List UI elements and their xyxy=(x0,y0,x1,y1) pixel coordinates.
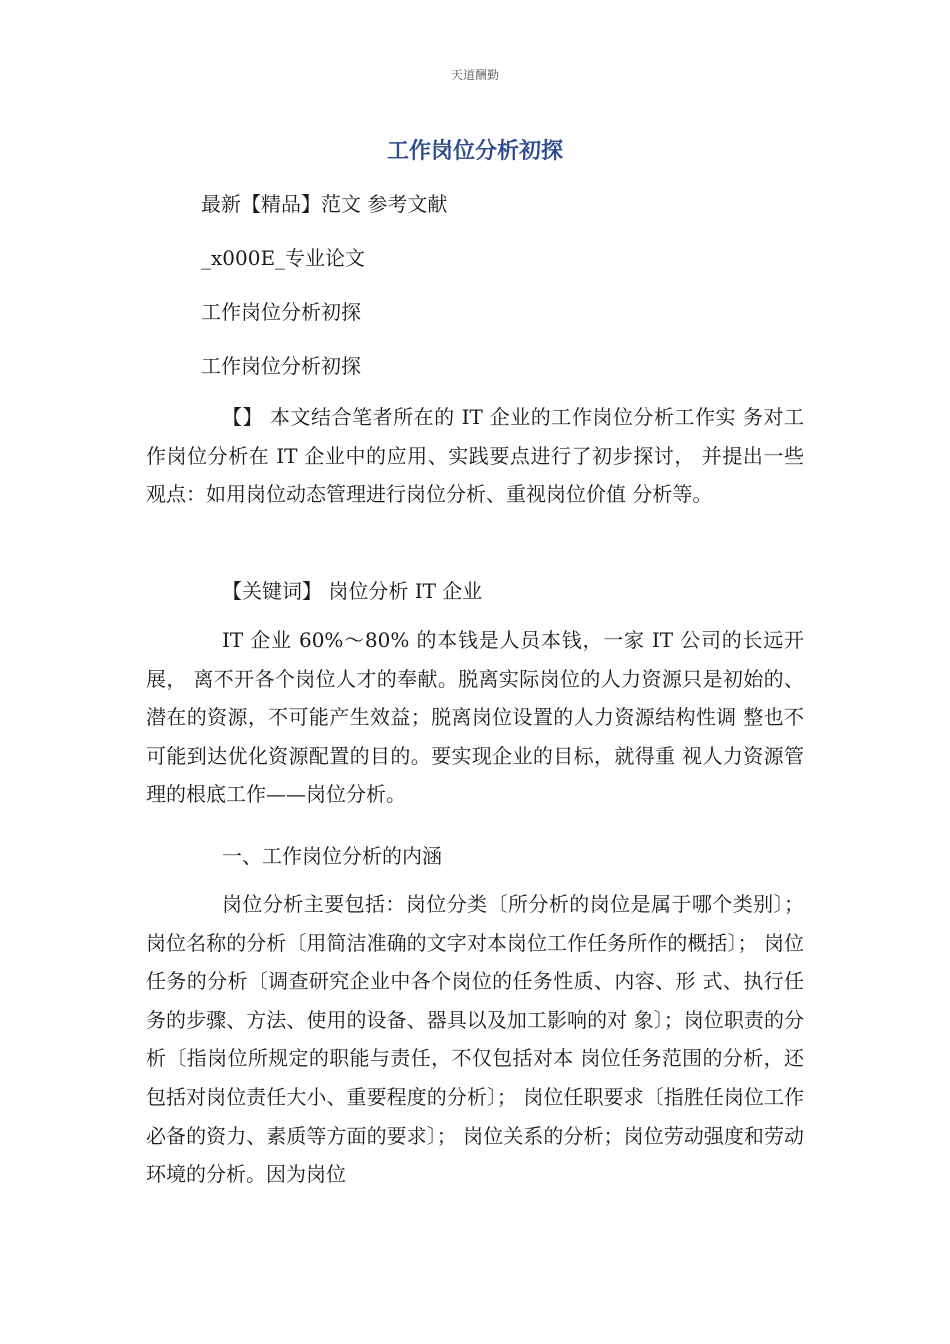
page-header: 天道酬勤 xyxy=(450,68,499,82)
meta-line-type: _x000E_专业论文 xyxy=(201,246,366,270)
intro-paragraph: IT 企业 60%～80% 的本钱是人员本钱，一家 IT 公司的长远开展， 离不开各个岗位人才的奉献。脱离实际岗位的人力资源只是初始的、 潜在的资源，不可能产生效益；脱离岗位设置的人力资源结构性调 整也不可能到达优化资源配置的目的。要实现企业的目标，就得重 视人力资源管理的根底工作——岗位分析。 xyxy=(146,628,804,807)
document-title: 工作岗位分析初探 xyxy=(386,139,563,164)
meta-line-category: 最新【精品】范文 参考文献 xyxy=(201,192,448,216)
keywords-line: 【关键词】 岗位分析 IT 企业 xyxy=(222,579,483,603)
meta-line-subtitle: 工作岗位分析初探 xyxy=(201,354,361,378)
section-heading: 一、工作岗位分析的内涵 xyxy=(222,844,442,868)
abstract-paragraph: 【】 本文结合笔者所在的 IT 企业的工作岗位分析工作实 务对工作岗位分析在 IT 企业中的应用、实践要点进行了初步探讨， 并提出一些观点：如用岗位动态管理进行岗位分析、重视岗位价值 分析等。 xyxy=(146,405,804,507)
meta-line-title: 工作岗位分析初探 xyxy=(201,300,361,324)
section-paragraph: 岗位分析主要包括：岗位分类〔所分析的岗位是属于哪个类别〕； 岗位名称的分析〔用简洁准确的文字对本岗位工作任务所作的概括〕； 岗位任务的分析〔调查研究企业中各个岗位的任务性质、内容、形 式、执行任务的步骤、方法、使用的设备、器具以及加工影响的对 象〕；岗位职责的分析〔指岗位所规定的职能与责任，不仅包括对本 岗位任务范围的分析，还包括对岗位责任大小、重要程度的分析〕； 岗位任职要求〔指胜任岗位工作必备的资力、素质等方面的要求〕； 岗位关系的分析；岗位劳动强度和劳动环境的分析。因为岗位 xyxy=(146,892,804,1187)
